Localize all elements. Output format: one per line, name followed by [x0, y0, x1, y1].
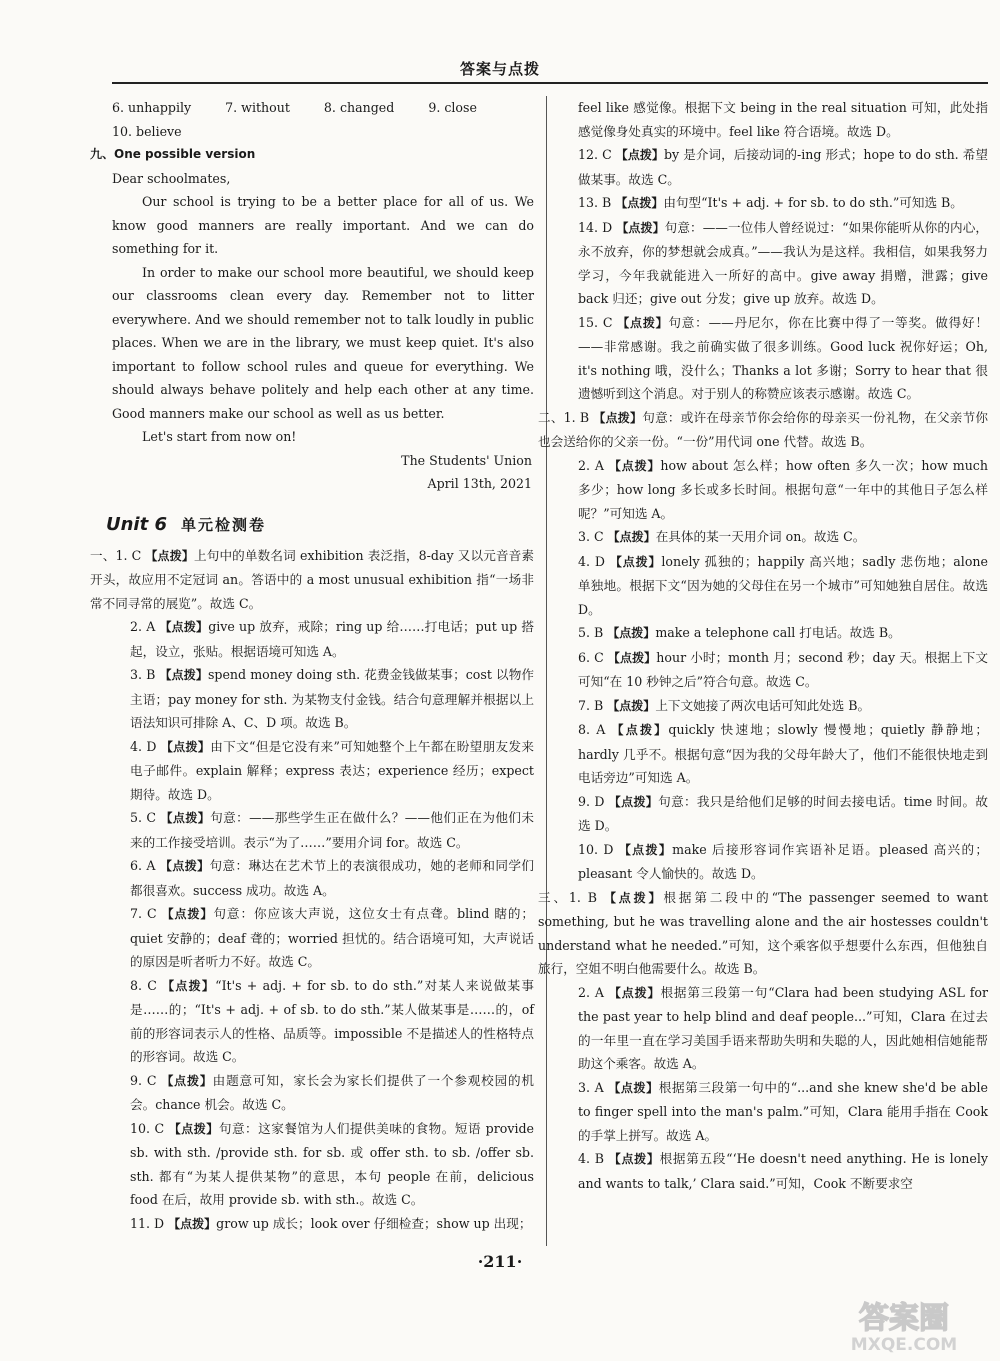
answer-explanation: by 是介词，后接动词的-ing 形式；hope to do sth. 希望做某事。故选 C。: [578, 147, 988, 187]
answer-explanation: 由题意可知，家长会为家长们提供了一个参观校园的机会。chance 机会。故选 C。: [130, 1072, 535, 1112]
hint-keyword: 【点拨】: [159, 620, 209, 634]
left-column: [90, 96, 535, 1236]
answer-explanation: feel like 感觉像。根据下文 being in the real situation 可知，此处指感觉像身处真实的环境中。feel like 符合语境。故选 D。: [578, 100, 988, 139]
answer-item: [560, 191, 988, 216]
answer-number: 3. C: [578, 529, 604, 544]
running-header: 答案与点拨: [459, 60, 540, 78]
answer-item: [560, 525, 988, 550]
header-rule: [112, 82, 988, 84]
letter-paragraph: In order to make our school more beautiful, we should keep our classrooms clean every day. Remember not to litter everywhere. And we should remember not to talk loudly in public places. When we are in the library, we must keep quiet. It's also important to follow school rules and queue for everything. We should always behave politely and help each other at any time. Good manners make our school as well as us better.: [112, 264, 534, 421]
hint-keyword: 【点拨】: [609, 554, 662, 569]
answer-item: [560, 790, 988, 838]
answer-item: [112, 974, 534, 1069]
answer-number: 7. B: [578, 697, 604, 713]
answer-number: 3. B: [130, 667, 156, 682]
answer-item: [112, 1212, 534, 1237]
answer-item: [560, 838, 988, 886]
answer-item: [112, 854, 534, 902]
answer-number: 10. D: [578, 841, 614, 857]
answer-number: 二、1. B: [538, 409, 590, 425]
unit-title: Unit 6: [106, 513, 167, 535]
answer-number: 三、1. B: [538, 889, 598, 905]
answer-explanation: 句意：你应该大声说，这位女士有点聋。blind 瞎的；quiet 安静的；deaf 聋的；worried 担忧的。结合语境可知，大声说话的原因是听者听力不好。故选 C。: [130, 906, 534, 969]
hint-keyword: 【点拨】: [615, 196, 664, 210]
letter-greeting: Dear schoolmates,: [112, 170, 231, 186]
page-number: ·211·: [477, 1252, 523, 1271]
vocab-answer: 9. close: [428, 100, 477, 115]
vocab-answer: 8. changed: [323, 100, 395, 115]
answer-number: 8. C: [130, 977, 157, 993]
answer-explanation: hour 小时；month 月；second 秒；day 天。根据上下文可知“在 10 秒钟之后”符合句意。故选 C。: [578, 649, 988, 689]
answer-number: 10. C: [130, 1120, 165, 1136]
answer-item: [112, 735, 534, 807]
hint-keyword: 【点拨】: [608, 1080, 659, 1095]
hint-keyword: 【点拨】: [608, 794, 659, 809]
hint-keyword: 【点拨】: [607, 530, 656, 544]
hint-keyword: 【点拨】: [608, 985, 661, 1000]
answer-number: 5. C: [130, 810, 157, 825]
hint-keyword: 【点拨】: [607, 698, 656, 713]
answer-explanation: grow up 成长；look over 仔细检查；show up 出现；: [216, 1215, 532, 1231]
answer-explanation: 由下文“但是它没有来”可知她整个上午都在盼望朋友发来电子邮件。explain 解释；express 表达；experience 经历；expect 期待。故选 D。: [130, 738, 534, 802]
hint-keyword: 【点拨】: [161, 1073, 213, 1088]
answer-number: 12. C: [578, 147, 612, 162]
answer-list: [90, 544, 535, 1237]
answer-number: 9. D: [578, 793, 605, 809]
letter-date: April 13th, 2021: [427, 476, 532, 491]
answer-number: 9. C: [130, 1072, 157, 1088]
answer-item: [560, 550, 988, 622]
column-divider: [546, 96, 547, 1246]
letter-paragraph: Let's start from now on!: [142, 429, 297, 444]
answer-explanation: 句意：或许在母亲节你会给你的母亲买一份礼物，在父亲节你也会送给你的父亲一份。“一份”用代词 one 代替。故选 B。: [538, 409, 988, 449]
answer-item: [560, 1147, 988, 1195]
answer-item: [90, 544, 534, 616]
answer-number: 2. A: [578, 457, 604, 473]
hint-keyword: 【点拨】: [593, 410, 643, 425]
answer-number: 11. D: [130, 1215, 165, 1231]
hint-keyword: 【点拨】: [607, 626, 656, 640]
answer-number: 一、1. C: [90, 547, 142, 563]
section-nine-label: 九、One possible version: [90, 147, 256, 161]
answer-item: [560, 718, 988, 790]
answer-number: 4. D: [578, 553, 605, 569]
answer-item: [560, 694, 988, 719]
hint-keyword: 【点拨】: [159, 859, 210, 873]
answer-item: [538, 886, 988, 981]
hint-keyword: 【点拨】: [608, 458, 661, 473]
answer-explanation: lonely 孤独的；happily 高兴地；sadly 悲伤地；alone 单独地。根据下文“因为她的父母住在另一个城市”可知她独自居住。故选 D。: [578, 553, 988, 617]
unit-subtitle: 单元检测卷: [181, 515, 267, 534]
answer-item: [560, 311, 988, 406]
answer-number: 2. A: [578, 984, 604, 1000]
answer-item: [112, 1069, 534, 1117]
answer-explanation: “It's + adj. + for sb. to do sth.”对某人来说做某事是……的；“It's + adj. + of sb. to do sth.”某人做某事是……的，of 前的形容词表示人的性格、品质等。impossible 不是描述人的性格特点的形容词。故选 C。: [130, 977, 534, 1064]
answer-item: [560, 621, 988, 646]
watermark-text-bottom: MXQE.COM: [850, 1335, 958, 1354]
answer-item: [538, 406, 988, 454]
hint-keyword: 【点拨】: [168, 1121, 219, 1136]
answer-number: 3. A: [578, 1079, 604, 1095]
hint-keyword: 【点拨】: [608, 1152, 660, 1166]
hint-keyword: 【点拨】: [162, 978, 216, 993]
answer-item: [112, 663, 534, 735]
hint-keyword: 【点拨】: [611, 723, 669, 737]
answer-explanation: 句意：——那些学生正在做什么？——他们正在为他们未来的工作接受培训。表示“为了……”要用介词 for。故选 C。: [130, 810, 534, 850]
answer-item: [112, 806, 534, 854]
answer-number: 4. D: [130, 738, 157, 754]
answer-number: 8. A: [578, 722, 606, 737]
letter-signature: The Students' Union: [401, 452, 532, 468]
answer-explanation: 根据第二段中的“The passenger seemed to want something, but he was travelling alone and the air hostesses couldn't understand what he needed.”可知，这个乘客似乎想要什么东西，但他独自旅行，空姐不明白他需要什么。故选 B。: [538, 889, 988, 976]
hint-keyword: 【点拨】: [618, 842, 673, 857]
right-column: [538, 96, 988, 1195]
hint-keyword: 【点拨】: [160, 811, 211, 825]
answer-explanation: 根据第三段第一句中的“...and she knew she'd be able to finger spell into the man's palm.”可知，Clara 能用手指在 Cook 的手掌上拼写。故选 A。: [578, 1079, 988, 1143]
unit-heading: [106, 510, 534, 540]
answer-item: [112, 1117, 534, 1212]
answer-explanation: 上下文她接了两次电话可知此处选 B。: [655, 697, 871, 713]
answer-number: 4. B: [578, 1151, 604, 1166]
answer-number: 2. A: [130, 619, 156, 634]
answer-explanation: quickly 快速地；slowly 慢慢地；quietly 静静地；hardly 几乎不。根据句意“因为我的父母年龄大了，他们不能很快地走到电话旁边”可知选 A。: [578, 722, 988, 785]
answer-item: [560, 143, 988, 191]
hint-keyword: 【点拨】: [159, 668, 208, 682]
watermark-logo: [816, 1296, 992, 1354]
answer-number: 14. D: [578, 219, 613, 235]
vocab-row-1: [112, 96, 534, 120]
hint-keyword: 【点拨】: [617, 315, 669, 330]
answer-item: [560, 646, 988, 694]
answer-item: [112, 902, 534, 974]
answer-explanation: 句意：琳达在艺术节上的表演很成功，她的老师和同学们都很喜欢。success 成功。故选 A。: [130, 858, 534, 898]
hint-keyword: 【点拨】: [615, 148, 664, 162]
vocab-answer: 7. without: [225, 100, 290, 115]
answer-explanation: 句意：我只是给他们足够的时间去接电话。time 时间。故选 D。: [578, 793, 988, 833]
answer-explanation: make 后接形容词作宾语补足语。pleased 高兴的；pleasant 令人愉快的。故选 D。: [578, 841, 988, 881]
hint-keyword: 【点拨】: [160, 739, 211, 754]
answer-explanation: 句意：——丹尼尔，你在比赛中得了一等奖。做得好！——非常感谢。我之前确实做了很多训练。Good luck 祝你好运；Oh, it's nothing 哦，没什么；Thanks a lot 多谢；Sorry to hear that 很遗憾听到这个消息。对于别人的称赞应该表示感谢。故选 C。: [578, 314, 988, 401]
answer-explanation: 在具体的某一天用介词 on。故选 C。: [655, 529, 866, 544]
hint-keyword: 【点拨】: [607, 650, 657, 665]
hint-keyword: 【点拨】: [145, 548, 194, 563]
answer-explanation: make a telephone call 打电话。故选 B。: [655, 625, 901, 640]
answer-number: 7. C: [130, 906, 157, 921]
answer-explanation: 句意：——一位伟人曾经说过：“如果你能听从你的内心，永不放弃，你的梦想就会成真。”——我认为是这样。我相信，如果我努力学习，今年我就能进入一所好的高中。give away 捐赠，泄露；give back 归还；give out 分发；give up 放弃。故选 D。: [578, 219, 988, 306]
answer-explanation: give up 放弃，戒除；ring up 给……打电话；put up 搭起，设立，张贴。根据语境可知选 A。: [130, 619, 534, 659]
vocab-answer: 10. believe: [112, 123, 182, 139]
answer-item: [560, 96, 988, 143]
answer-item: [112, 615, 534, 663]
hint-keyword: 【点拨】: [616, 220, 665, 235]
answer-explanation: 由句型“It's + adj. + for sb. to do sth.”可知选 B。: [663, 195, 963, 210]
answer-explanation: 上句中的单数名词 exhibition 表泛指，8-day 又以元音音素开头，故应用不定冠词 an。答语中的 a most unusual exhibition 指“一场非常不同寻常的展览”。故选 C。: [90, 547, 534, 611]
answer-item: [560, 981, 988, 1076]
vocab-answer: 6. unhappily: [112, 100, 192, 115]
answer-item: [560, 454, 988, 526]
watermark-text-top: 答案圈: [859, 1301, 949, 1336]
hint-keyword: 【点拨】: [168, 1216, 217, 1231]
answer-number: 6. A: [130, 858, 156, 873]
hint-keyword: 【点拨】: [161, 907, 214, 921]
answer-explanation: 句意：这家餐馆为人们提供美味的食物。短语 provide sb. with sth. /provide sth. for sb. 或 offer sth. to sb. /offer sb. sth. 都有“为某人提供某物”的意思，本句 people 在前，delicious food 在后，故用 provide sb. with sth.。故选 C。: [130, 1120, 534, 1207]
answer-explanation: 根据第五段“‘He doesn't need anything. He is lonely and wants to talk,’ Clara said.”可知，Cook 不断要求空: [578, 1151, 988, 1191]
answer-number: 6. C: [578, 649, 604, 665]
answer-explanation: spend money doing sth. 花费金钱做某事；cost 以物作主语；pay money for sth. 为某物支付金钱。结合句意理解并根据以上语法知识可排除 A、C、D 项。故选 B。: [130, 667, 534, 730]
answer-number: 13. B: [578, 195, 612, 210]
answer-item: [560, 1076, 988, 1148]
letter-paragraph: Our school is trying to be a better place for all of us. We know good manners are really important. And we can do something for it.: [112, 194, 534, 256]
answer-number: 5. B: [578, 625, 604, 640]
hint-keyword: 【点拨】: [603, 890, 664, 905]
sample-letter: [112, 167, 534, 496]
answer-item: [560, 216, 988, 311]
answer-explanation: how about 怎么样；how often 多久一次；how much 多少；how long 多长或多长时间。根据句意“一年中的其他日子怎么样呢？”可知选 A。: [578, 457, 988, 521]
answer-number: 15. C: [578, 314, 613, 330]
answer-list: [538, 96, 988, 1195]
answer-explanation: 根据第三段第一句“Clara had been studying ASL for the past year to help blind and deaf people...”可知，Clara 在过去的一年里一直在学习美国手语来帮助失明和失聪的人，因此她相信她能帮助这个乘客。故选 A。: [578, 984, 988, 1071]
